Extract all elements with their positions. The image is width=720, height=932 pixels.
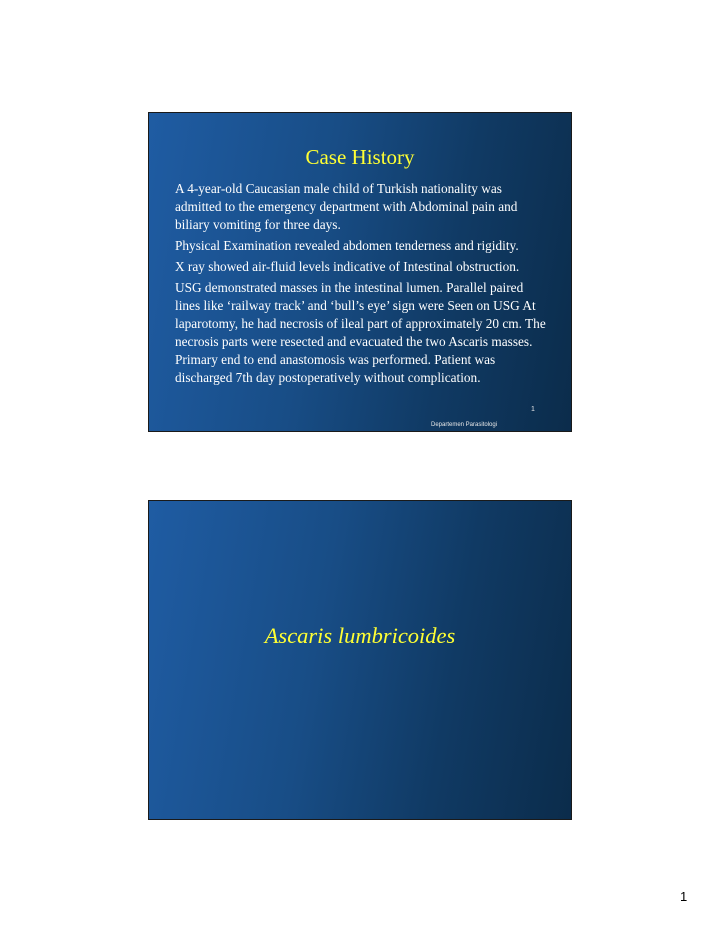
paragraph-usg-laparotomy: USG demonstrated masses in the intestinal lumen. Parallel paired lines like ‘railway track’ and ‘bull’s eye’ sign were Seen on USG At laparotomy, he had necrosis of ileal part of approximately 20 cm. The necrosis parts were resected and evacuated the two Ascaris masses. Primary end to end anastomosis was performed. Patient was discharged 7th day postoperatively without complication.	[175, 280, 546, 385]
slide-body	[175, 180, 551, 390]
slide-footer: Departemen Parasitologi	[431, 422, 498, 428]
page-number: 1	[680, 889, 688, 904]
slide-number: 1	[531, 406, 535, 413]
paragraph-xray: X ray showed air-fluid levels indicative of Intestinal obstruction.	[175, 259, 520, 274]
slide-title: Case History	[305, 145, 415, 169]
slide-title-ascaris: Ascaris lumbricoides	[264, 623, 456, 648]
paragraph-admission: A 4-year-old Caucasian male child of Turkish nationality was admitted to the emergency department with Abdominal pain and biliary vomiting for three days.	[175, 181, 518, 232]
slide-2	[148, 500, 572, 820]
slide-1	[148, 112, 572, 432]
paragraph-physical-exam: Physical Examination revealed abdomen tenderness and rigidity.	[175, 238, 519, 253]
